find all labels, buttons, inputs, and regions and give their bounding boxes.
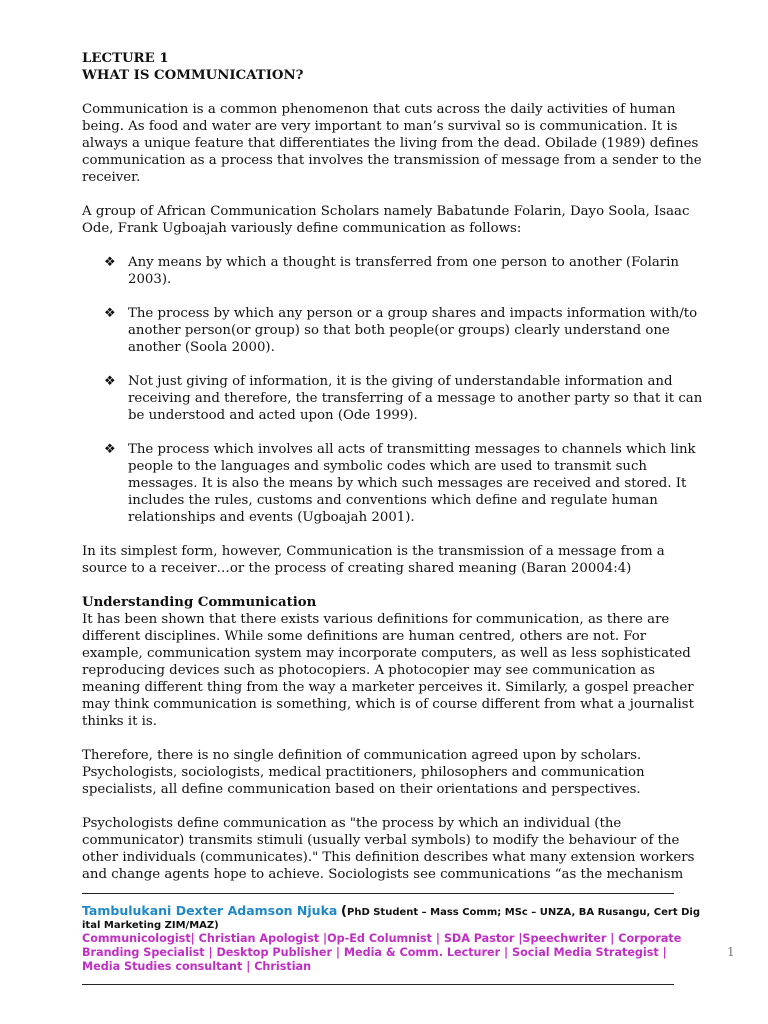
definition-text: Any means by which a thought is transferred from one person to another (Folarin 2003). [128, 255, 679, 287]
simplest-form-paragraph: In its simplest form, however, Communication is the transmission of a message from a source to a receiver…or the process of creating shared meaning (Baran 20004:4) [82, 544, 665, 576]
author-line [82, 904, 708, 932]
definition-text: Not just giving of information, it is the giving of understandable information and receiving and therefore, the transferring of a message to another party so that it can be understood and acted upon (Ode 1999). [128, 374, 703, 423]
section-paragraph: Psychologists define communication as "the process by which an individual (the communicator) transmits stimuli (usually verbal symbols) to modify the behaviour of the other individuals (communicates)." This definition describes what many extension workers and change agents hope to achieve. Sociologists see communications “as the mechanism [82, 816, 695, 882]
section-paragraph: Therefore, there is no single definition of communication agreed upon by scholars. Psychologists, sociologists, medical practitioners, philosophers and communication specialists, all define communication based on their orientations and perspectives. [82, 748, 645, 797]
author-credentials: PhD Student – Mass Comm; MSc – UNZA, BA Rusangu, Cert Dig ital Marketing ZIM/MAZ) [82, 907, 700, 931]
definition-text: The process by which any person or a group shares and impacts information with/to another person(or group) so that both people(or groups) clearly understand one another (Soola 2000). [128, 306, 698, 355]
intro-paragraph: A group of African Communication Scholars namely Babatunde Folarin, Dayo Soola, Isaac Ode, Frank Ugboajah variously define communication as follows: [82, 204, 690, 236]
section-heading: Understanding Communication [82, 595, 317, 610]
diamond-bullet-icon: ❖ [104, 255, 116, 270]
document-body [82, 50, 708, 900]
definition-text: The process which involves all acts of transmitting messages to channels which link people to the languages and symbolic codes which are used to transmit such messages. It is also the means by which such messages are received and stored. It includes the rules, customs and conventions which define and regulate human relationships and events (Ugboajah 2001). [128, 442, 696, 525]
author-tagline: Communicologist| Christian Apologist |Op-Ed Columnist | SDA Pastor |Speechwriter | Corporate Branding Specialist | Desktop Publisher | Media & Comm. Lecturer | Social Media Strategist | Media Studies consultant | Christian [82, 932, 682, 973]
lecture-label: LECTURE 1 [82, 51, 169, 66]
definition-item [82, 373, 708, 424]
page-footer [82, 893, 708, 985]
author-name: Tambulukani Dexter Adamson Njuka [82, 903, 338, 918]
diamond-bullet-icon: ❖ [104, 442, 116, 457]
footer-rule-top [82, 893, 674, 894]
page-number: 1 [727, 945, 735, 959]
diamond-bullet-icon: ❖ [104, 306, 116, 321]
diamond-bullet-icon: ❖ [104, 374, 116, 389]
definition-item [82, 305, 708, 356]
definition-list [82, 254, 708, 526]
credentials-open-paren: ( [340, 903, 347, 919]
document-title: WHAT IS COMMUNICATION? [82, 68, 304, 83]
footer-rule-bottom [82, 984, 674, 985]
section-paragraph: It has been shown that there exists various definitions for communication, as there are different disciplines. While some definitions are human centred, others are not. For example, communication system may incorporate computers, as well as less sophisticated reproducing devices such as photocopiers. A photocopier may see communication as meaning different thing from the way a marketer perceives it. Similarly, a gospel preacher may think communication is something, which is of course different from what a journalist thinks it is. [82, 612, 694, 729]
definition-item [82, 254, 708, 288]
definition-item [82, 441, 708, 526]
intro-paragraph: Communication is a common phenomenon that cuts across the daily activities of human being. As food and water are very important to man’s survival so is communication. It is always a unique feature that differentiates the living from the dead. Obilade (1989) defines communication as a process that involves the transmission of message from a sender to the receiver. [82, 102, 702, 185]
